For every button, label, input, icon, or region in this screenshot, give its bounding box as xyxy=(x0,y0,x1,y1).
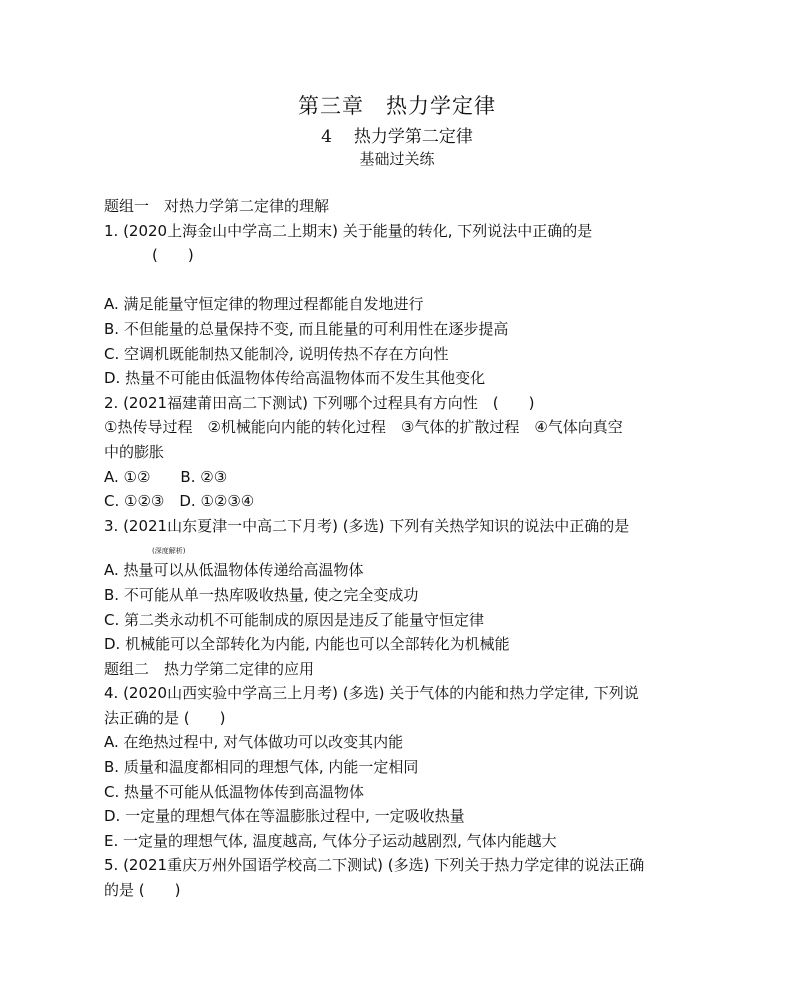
question-4-option-c: C. 热量不可能从低温物体传到高温物体 xyxy=(104,782,365,801)
question-4-stem-line1: 4. (2020山西实验中学高三上月考) (多选) 关于气体的内能和热力学定律, 下列说 xyxy=(104,684,639,703)
question-2-items-line1: ①热传导过程 ②机械能向内能的转化过程 ③气体的扩散过程 ④气体向真空 xyxy=(104,418,623,437)
question-1-option-b: B. 不但能量的总量保持不变, 而且能量的可利用性在逐步提高 xyxy=(104,319,509,338)
question-3-blank xyxy=(104,538,696,558)
question-4-option-e: E. 一定量的理想气体, 温度越高, 气体分子运动越剧烈, 气体内能越大 xyxy=(104,831,557,850)
section-heading xyxy=(0,122,794,147)
question-4-stem-line2: 法正确的是 ( ) xyxy=(104,708,226,727)
question-4-option-a: A. 在绝热过程中, 对气体做功可以改变其内能 xyxy=(104,733,404,752)
section-number: 4 xyxy=(321,127,332,147)
spacer xyxy=(104,268,696,293)
section-title: 热力学第二定律 xyxy=(353,127,473,147)
question-5-stem-line2: 的是 ( ) xyxy=(104,881,181,900)
question-4-option-d: D. 一定量的理想气体在等温膨胀过程中, 一定吸收热量 xyxy=(104,807,465,826)
question-3-blank-text: (深度解析) xyxy=(152,547,186,556)
question-3-option-a: A. 热量可以从低温物体传递给高温物体 xyxy=(104,561,364,580)
question-5-stem-line1: 5. (2021重庆万州外国语学校高二下测试) (多选) 下列关于热力学定律的说法正确 xyxy=(104,856,645,875)
group-heading-2: 题组二 热力学第二定律的应用 xyxy=(104,659,315,678)
question-2-options-ab: A. ①② B. ②③ xyxy=(104,467,228,486)
question-1-stem: 1. (2020上海金山中学高二上期末) 关于能量的转化, 下列说法中正确的是 xyxy=(104,221,593,240)
group-heading-1: 题组一 对热力学第二定律的理解 xyxy=(104,197,330,215)
question-1-option-d: D. 热量不可能由低温物体传给高温物体而不发生其他变化 xyxy=(104,369,486,388)
question-4-option-b: B. 质量和温度都相同的理想气体, 内能一定相同 xyxy=(104,758,419,777)
question-2-options-cd: C. ①②③ D. ①②③④ xyxy=(104,492,255,511)
question-1-blank: ( ) xyxy=(152,246,194,265)
question-3-option-c: C. 第二类永动机不可能制成的原因是违反了能量守恒定律 xyxy=(104,610,485,629)
question-1-option-a: A. 满足能量守恒定律的物理过程都能自发地进行 xyxy=(104,295,424,314)
question-1-option-c: C. 空调机既能制热又能制冷, 说明传热不存在方向性 xyxy=(104,344,449,363)
question-2-items-line2: 中的膨胀 xyxy=(104,442,165,461)
question-list xyxy=(104,194,696,903)
chapter-title: 第三章 热力学定律 xyxy=(298,94,496,118)
question-3-option-d: D. 机械能可以全部转化为内能, 内能也可以全部转化为机械能 xyxy=(104,635,510,654)
question-3-stem: 3. (2021山东夏津一中高二下月考) (多选) 下列有关热学知识的说法中正确的是 xyxy=(104,516,630,535)
question-3-option-b: B. 不可能从单一热库吸收热量, 使之完全变成功 xyxy=(104,585,419,604)
exercise-type: 基础过关练 xyxy=(359,150,435,168)
question-2-stem: 2. (2021福建莆田高二下测试) 下列哪个过程具有方向性 ( ) xyxy=(104,393,535,412)
